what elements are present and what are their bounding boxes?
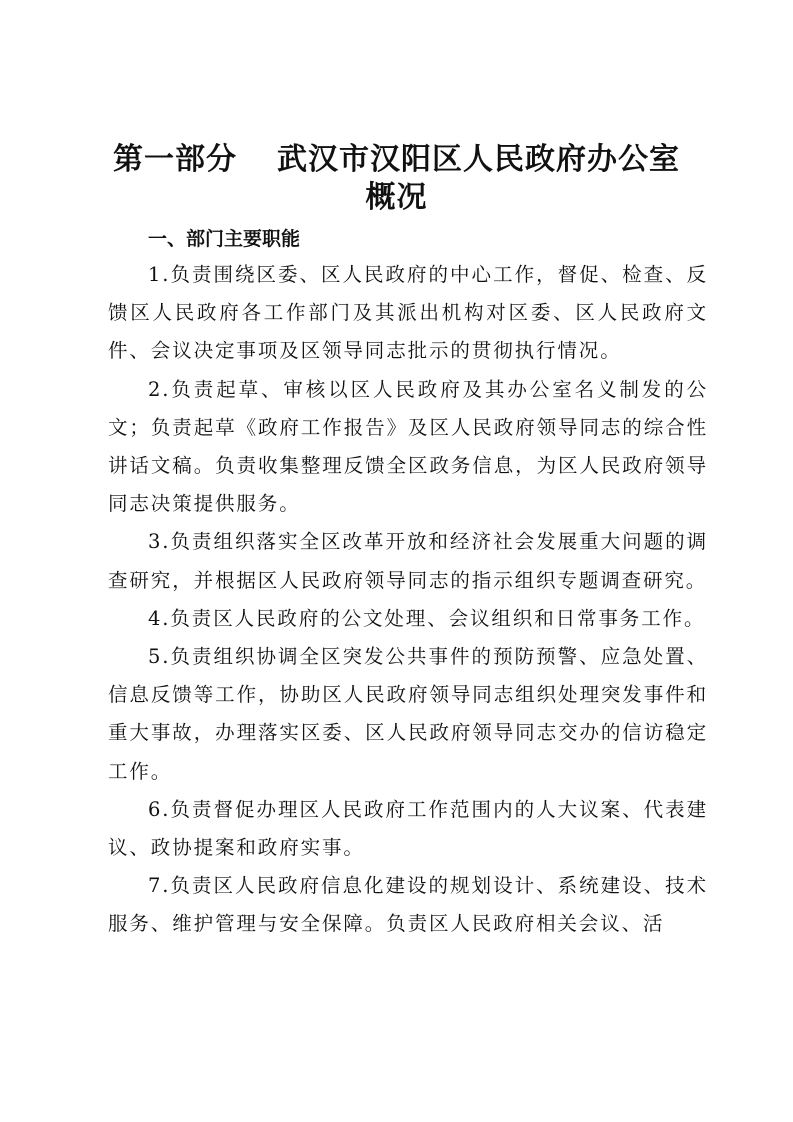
paragraph-6: 6.负责督促办理区人民政府工作范围内的人大议案、代表建议、政协提案和政府实事。 [108,797,708,860]
paragraph-1: 1.负责围绕区委、区人民政府的中心工作，督促、检查、反馈区人民政府各工作部门及其派出机构对区委、区人民政府文件、会议决定事项及区领导同志批示的贯彻执行情况。 [108,263,708,363]
page-title-continuation: 概况 [365,180,428,215]
title-part-label: 第一部分 [113,142,237,177]
section-heading: 一、部门主要职能 [148,228,301,250]
paragraph-4: 4.负责区人民政府的公文处理、会议组织和日常事务工作。 [148,606,706,630]
paragraph-5: 5.负责组织协调全区突发公共事件的预防预警、应急处置、信息反馈等工作，协助区人民政府领导同志组织处理突发事件和重大事故，办理落实区委、区人民政府领导同志交办的信访稳定工作。 [108,645,708,783]
paragraph-7: 7.负责区人民政府信息化建设的规划设计、系统建设、技术服务、维护管理与安全保障。负责区人民政府相关会议、活 [108,874,708,936]
title-organization: 武汉市汉阳区人民政府办公室 [277,142,680,177]
paragraph-3: 3.负责组织落实全区改革开放和经济社会发展重大问题的调查研究，并根据区人民政府领导同志的指示组织专题调查研究。 [108,530,708,592]
page-title [100,140,693,180]
paragraph-2: 2.负责起草、审核以区人民政府及其办公室名义制发的公文；负责起草《政府工作报告》及区人民政府领导同志的综合性讲话文稿。负责收集整理反馈全区政务信息，为区人民政府领导同志决策提供服务。 [108,377,708,516]
body-text [108,256,708,944]
